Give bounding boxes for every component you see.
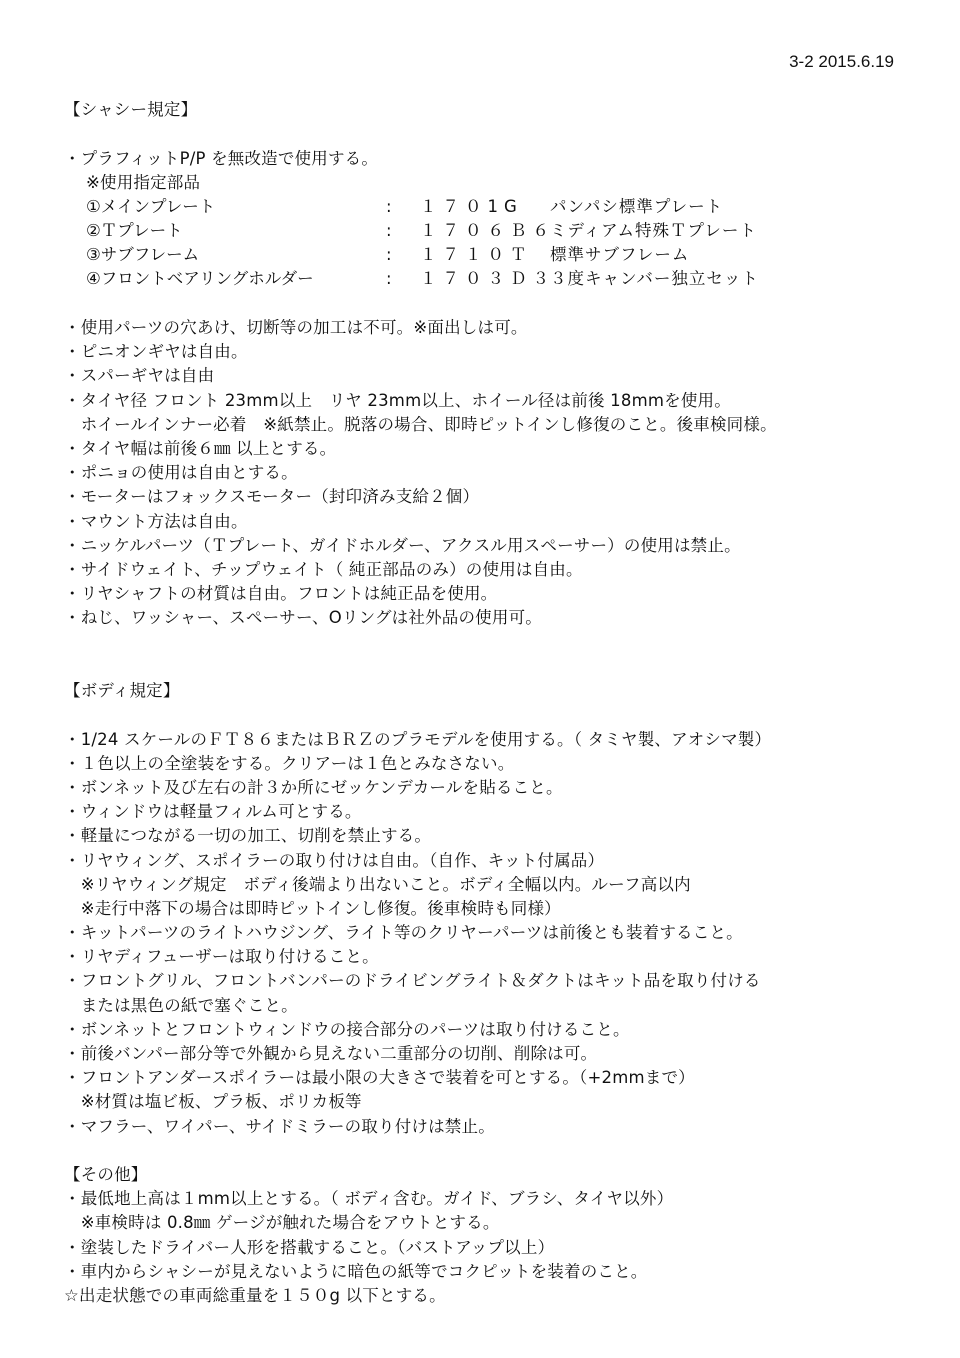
part-colon: : — [386, 245, 392, 264]
rule-line: ・前後バンパー部分等で外観から見えない二重部分の切削、削除は可。 — [64, 1044, 598, 1063]
rule-line: ・スパーギヤは自由 — [64, 366, 215, 385]
rule-line: または黒色の紙で塞ぐこと。 — [64, 996, 298, 1015]
part-code: １７１０Ｔ — [420, 245, 533, 264]
parts-note: ※使用指定部品 — [86, 173, 201, 192]
part-colon: : — [386, 269, 392, 288]
part-desc: 標準サブフレーム — [550, 245, 690, 264]
rule-line: ・ボンネット及び左右の計３か所にゼッケンデカールを貼ること。 — [64, 778, 563, 797]
part-name: ④フロントベアリングホルダー — [86, 269, 314, 288]
chassis-intro: ・プラフィットP/P を無改造で使用する。 — [64, 149, 379, 168]
part-code: １７０1G — [420, 197, 523, 216]
rule-line: ※材質は塩ビ板、プラ板、ポリカ板等 — [64, 1092, 362, 1111]
rule-line: ・フロントグリル、フロントバンパーのドライビングライト＆ダクトはキット品を取り付ける — [64, 971, 761, 990]
rule-line: ※車検時は 0.8㎜ ゲージが触れた場合をアウトとする。 — [64, 1213, 500, 1232]
part-colon: : — [386, 197, 392, 216]
part-code: １７０３Ｄ３ — [420, 269, 555, 288]
body-heading: 【ボディ規定】 — [64, 681, 180, 700]
rule-line: ・最低地上高は１mm以上とする。（ ボディ含む。ガイド、ブラシ、タイヤ以外） — [64, 1189, 674, 1208]
rule-line: ・リヤシャフトの材質は自由。フロントは純正品を使用。 — [64, 584, 498, 603]
rule-line: ・ボンネットとフロントウィンドウの接合部分のパーツは取り付けること。 — [64, 1020, 630, 1039]
rule-line: ・ねじ、ワッシャー、スペーサー、Oリングは社外品の使用可。 — [64, 608, 542, 627]
rule-line: ・キットパーツのライトハウジング、ライト等のクリヤーパーツは前後とも装着すること。 — [64, 923, 743, 942]
rule-line: ホイールインナー必着 ※紙禁止。脱落の場合、即時ピットインし修復のこと。後車検同様。 — [64, 415, 777, 434]
rule-line: ・マフラー、ワイパー、サイドミラーの取り付けは禁止。 — [64, 1117, 495, 1136]
rule-line: ・ニッケルパーツ（Ｔプレート、ガイドホルダー、アクスル用スペーサー）の使用は禁止。 — [64, 536, 741, 555]
rule-line: ・1/24 スケールのＦＴ８６またはＢＲＺのプラモデルを使用する。（ タミヤ製、アオシマ製） — [64, 730, 772, 749]
part-colon: : — [386, 221, 392, 240]
rule-line: ・ポニョの使用は自由とする。 — [64, 463, 298, 482]
part-name: ③サブフレーム — [86, 245, 200, 264]
part-desc: ミディアム特殊Ｔプレート — [550, 221, 757, 240]
rule-line: ☆出走状態での車両総重量を１５０g 以下とする。 — [64, 1286, 446, 1305]
rule-line: ・リヤディフューザーは取り付けること。 — [64, 947, 379, 966]
part-name: ②Ｔプレート — [86, 221, 183, 240]
rule-line: ・リヤウィング、スポイラーの取り付けは自由。（自作、キット付属品） — [64, 851, 605, 870]
rule-line: ・ウィンドウは軽量フィルム可とする。 — [64, 802, 362, 821]
rule-line: ・使用パーツの穴あけ、切断等の加工は不可。※面出しは可。 — [64, 318, 528, 337]
part-name: ①メインプレート — [86, 197, 216, 216]
rule-line: ・モーターはフォックスモーター（封印済み支給２個） — [64, 487, 480, 506]
rule-line: ・塗装したドライバー人形を搭載すること。（バストアップ以上） — [64, 1238, 555, 1257]
rule-line: ・車内からシャシーが見えないように暗色の紙等でコクピットを装着のこと。 — [64, 1262, 648, 1281]
rule-line: ・軽量につながる一切の加工、切削を禁止する。 — [64, 826, 432, 845]
rule-line: ・タイヤ幅は前後６㎜ 以上とする。 — [64, 439, 337, 458]
part-desc: ３度キャンバー独立セット — [550, 269, 759, 288]
rule-line: ※リヤウィング規定 ボディ後端より出ないこと。ボディ全幅以内。ルーフ高以内 — [64, 875, 691, 894]
chassis-heading: 【シャシー規定】 — [64, 100, 198, 119]
other-heading: 【その他】 — [64, 1165, 148, 1184]
part-desc: パンパシ標準プレート — [550, 197, 724, 216]
rule-line: ・タイヤ径 フロント 23mm以上 リヤ 23mm以上、ホイール径は前後 18mmを使用。 — [64, 391, 731, 410]
rule-line: ・サイドウェイト、チップウェイト（ 純正部品のみ）の使用は自由。 — [64, 560, 583, 579]
rule-line: ・マウント方法は自由。 — [64, 512, 248, 531]
rule-line: ・ピニオンギヤは自由。 — [64, 342, 248, 361]
rule-line: ・１色以上の全塗装をする。クリアーは１色とみなさない。 — [64, 754, 515, 773]
rule-line: ※走行中落下の場合は即時ピットインし修復。後車検時も同様） — [64, 899, 561, 918]
rule-line: ・フロントアンダースポイラーは最小限の大きさで装着を可とする。（+2mmまで） — [64, 1068, 695, 1087]
document-date: 3-2 2015.6.19 — [789, 52, 894, 71]
part-code: １７０６Ｂ６ — [420, 221, 555, 240]
